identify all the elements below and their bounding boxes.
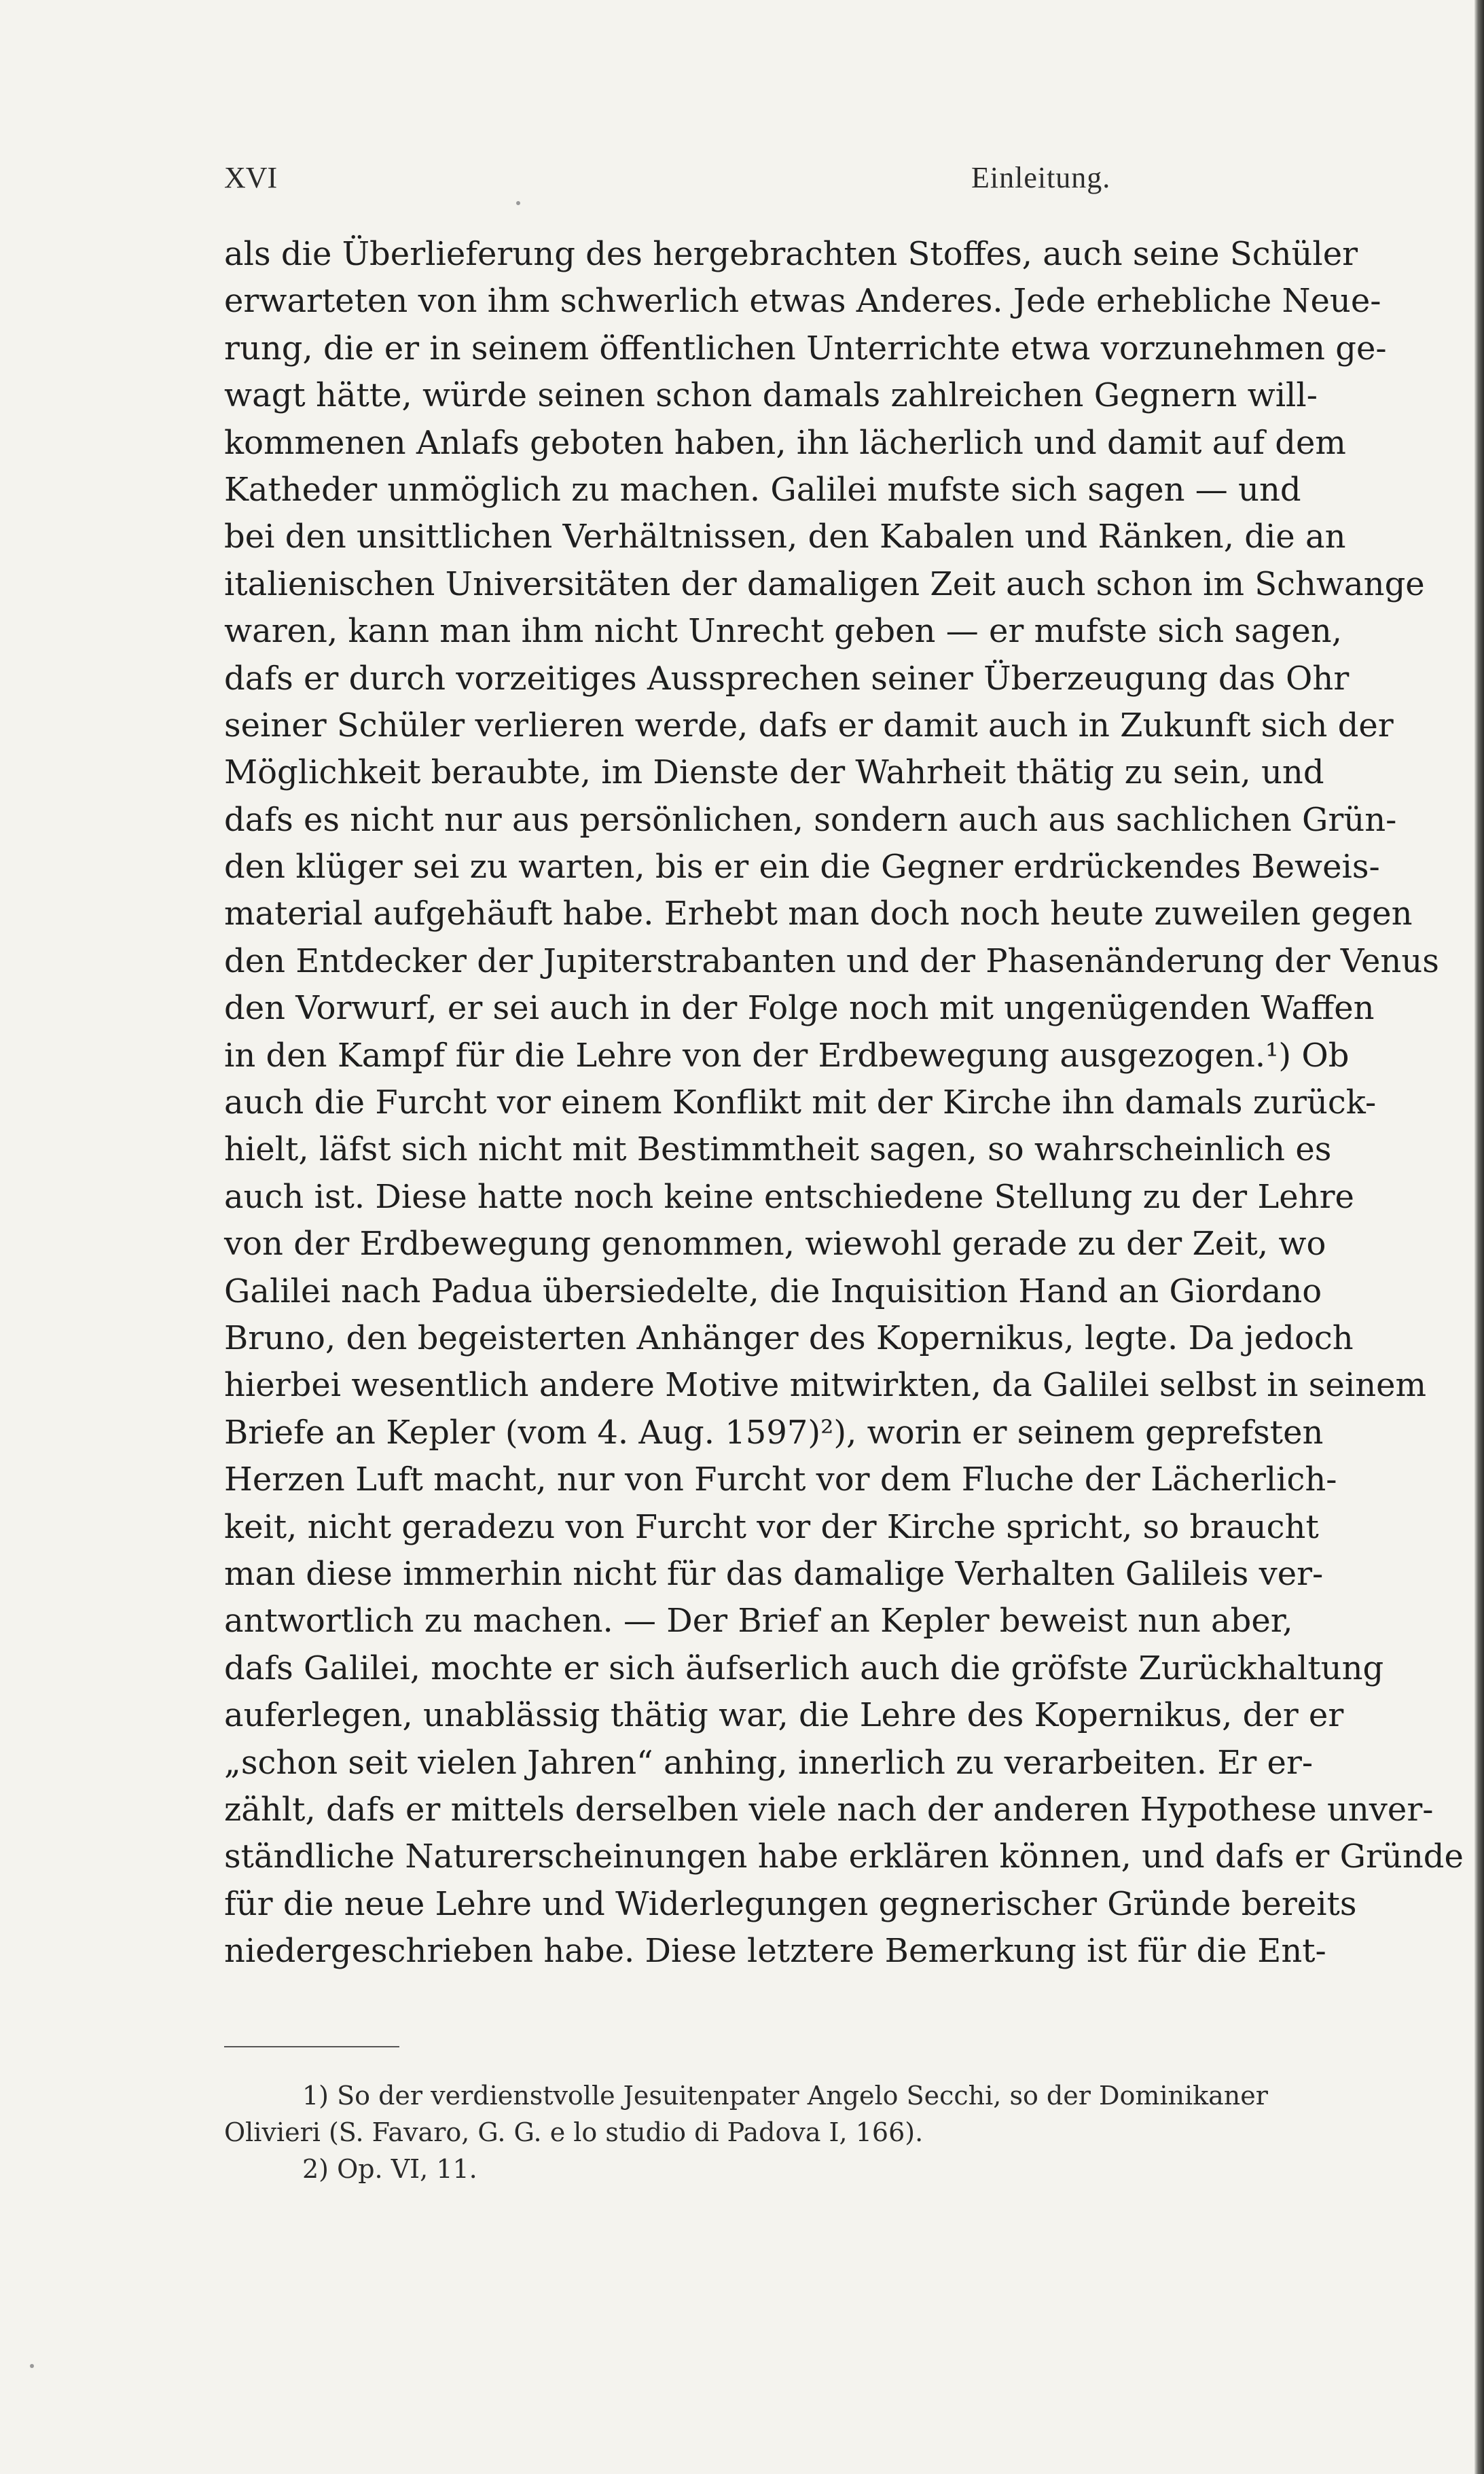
paper-speck — [516, 201, 520, 205]
text-line: rung, die er in seinem öffentlichen Unterrichte etwa vorzunehmen ge- — [224, 329, 1387, 367]
text-line: italienischen Universitäten der damaligen Zeit auch schon im Schwange — [224, 564, 1425, 603]
text-line: in den Kampf für die Lehre von der Erdbewegung ausgezogen.¹) Ob — [224, 1036, 1350, 1075]
text-line: man diese immerhin nicht für das damalige Verhalten Galileis ver- — [224, 1554, 1324, 1593]
text-line: Möglichkeit beraubte, im Dienste der Wahrheit thätig zu sein, und — [224, 753, 1324, 792]
text-line: Galilei nach Padua übersiedelte, die Inquisition Hand an Giordano — [224, 1272, 1322, 1310]
text-line: ständliche Naturerscheinungen habe erklären können, und dafs er Gründe — [224, 1837, 1464, 1876]
paper-speck — [30, 2364, 34, 2368]
text-line: Katheder unmöglich zu machen. Galilei mufste sich sagen — und — [224, 470, 1301, 509]
text-line: dafs er durch vorzeitiges Aussprechen seiner Überzeugung das Ohr — [224, 659, 1350, 698]
text-line: den Vorwurf, er sei auch in der Folge noch mit ungenügenden Waffen — [224, 989, 1375, 1028]
text-line: Briefe an Kepler (vom 4. Aug. 1597)²), worin er seinem geprefsten — [224, 1413, 1324, 1452]
text-line: zählt, dafs er mittels derselben viele nach der anderen Hypothese unver- — [224, 1790, 1434, 1829]
text-line: auferlegen, unablässig thätig war, die Lehre des Kopernikus, der er — [224, 1696, 1344, 1735]
text-line: hielt, läfst sich nicht mit Bestimmtheit sagen, so wahrscheinlich es — [224, 1130, 1332, 1169]
text-line: den klüger sei zu warten, bis er ein die Gegner erdrückendes Beweis- — [224, 848, 1380, 886]
text-line: wagt hätte, würde seinen schon damals zahlreichen Gegnern will- — [224, 376, 1318, 415]
text-line: erwarteten von ihm schwerlich etwas Anderes. Jede erhebliche Neue- — [224, 282, 1381, 321]
running-head: Einleitung. — [971, 161, 1111, 194]
text-line: material aufgehäuft habe. Erhebt man doch noch heute zuweilen gegen — [224, 895, 1413, 933]
text-line: „schon seit vielen Jahren“ anhing, innerlich zu verarbeiten. Er er- — [224, 1743, 1314, 1782]
text-line: waren, kann man ihm nicht Unrecht geben — er mufste sich sagen, — [224, 612, 1342, 651]
text-line: Herzen Luft macht, nur von Furcht vor dem Fluche der Lächerlich- — [224, 1460, 1337, 1499]
text-line: Bruno, den begeisterten Anhänger des Kopernikus, legte. Da jedoch — [224, 1319, 1354, 1357]
text-line: keit, nicht geradezu von Furcht vor der Kirche spricht, so braucht — [224, 1507, 1319, 1546]
body-text — [224, 231, 1464, 1975]
text-line: dafs Galilei, mochte er sich äufserlich auch die gröfste Zurückhaltung — [224, 1649, 1384, 1687]
text-line: auch die Furcht vor einem Konflikt mit der Kirche ihn damals zurück- — [224, 1083, 1377, 1122]
footnote-2: 2) Op. VI, 11. — [302, 2154, 477, 2184]
text-line: kommenen Anlafs geboten haben, ihn lächerlich und damit auf dem — [224, 423, 1346, 462]
text-line: dafs es nicht nur aus persönlichen, sondern auch aus sachlichen Grün- — [224, 800, 1397, 839]
page-edge-shadow — [1474, 0, 1484, 2474]
text-line: den Entdecker der Jupiterstrabanten und der Phasenänderung der Venus — [224, 942, 1439, 980]
text-line: von der Erdbewegung genommen, wiewohl gerade zu der Zeit, wo — [224, 1225, 1326, 1263]
footnote-1: 1) So der verdienstvolle Jesuitenpater Angelo Secchi, so der Dominikaner — [302, 2081, 1268, 2111]
page-number: XVI — [224, 161, 278, 194]
text-line: auch ist. Diese hatte noch keine entschiedene Stellung zu der Lehre — [224, 1177, 1354, 1216]
text-line: hierbei wesentlich andere Motive mitwirkten, da Galilei selbst in seinem — [224, 1366, 1427, 1405]
footnote-divider — [224, 2046, 399, 2047]
footnotes — [224, 2077, 1268, 2187]
text-line: seiner Schüler verlieren werde, dafs er damit auch in Zukunft sich der — [224, 706, 1394, 745]
text-line: antwortlich zu machen. — Der Brief an Kepler beweist nun aber, — [224, 1602, 1293, 1641]
text-line: niedergeschrieben habe. Diese letztere Bemerkung ist für die Ent- — [224, 1932, 1326, 1971]
text-line: als die Überlieferung des hergebrachten Stoffes, auch seine Schüler — [224, 235, 1358, 273]
footnote-1-continued: Olivieri (S. Favaro, G. G. e lo studio di Padova I, 166). — [224, 2117, 924, 2147]
text-line: bei den unsittlichen Verhältnissen, den Kabalen und Ränken, die an — [224, 518, 1346, 556]
page-header — [224, 160, 1236, 208]
text-line: für die neue Lehre und Widerlegungen gegnerischer Gründe bereits — [224, 1884, 1357, 1923]
